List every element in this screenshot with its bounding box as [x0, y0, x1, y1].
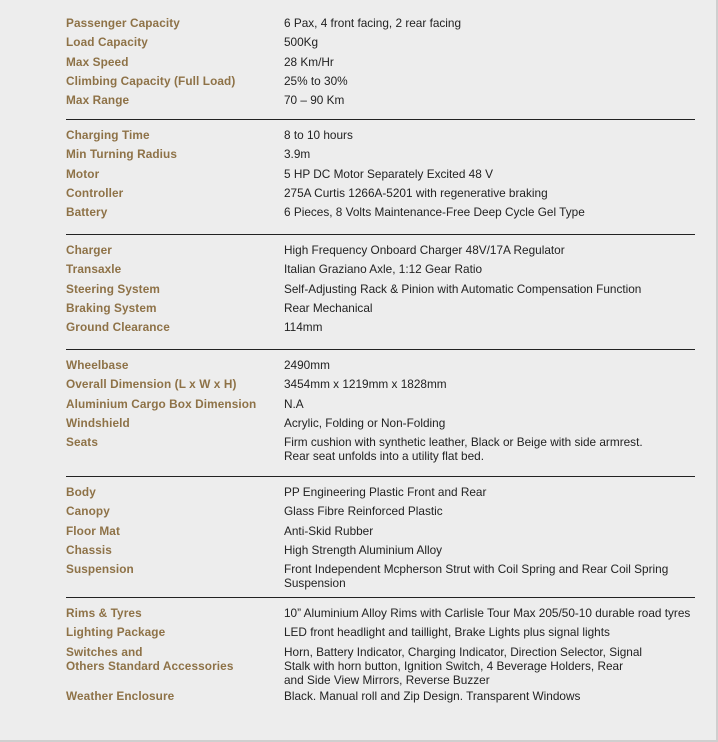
spec-value-weather-enclosure: Black. Manual roll and Zip Design. Transparent Windows [284, 688, 581, 703]
spec-group-powertrain [66, 120, 695, 235]
spec-group-body [66, 477, 695, 598]
spec-label-passenger-capacity: Passenger Capacity [66, 16, 180, 30]
spec-label-controller: Controller [66, 185, 124, 200]
spec-row [66, 433, 695, 463]
spec-table [66, 8, 695, 723]
spec-row [66, 541, 695, 560]
spec-value-climbing-capacity: 25% to 30% [284, 73, 348, 88]
spec-label-battery: Battery [66, 205, 108, 220]
spec-label-braking-system: Braking System [66, 300, 157, 315]
spec-label-windshield: Windshield [66, 415, 130, 430]
spec-row [66, 260, 695, 279]
spec-label-ground-clearance: Ground Clearance [66, 320, 170, 335]
spec-label-wheelbase: Wheelbase [66, 358, 129, 372]
spec-label-cargo-box-dimension: Aluminium Cargo Box Dimension [66, 396, 257, 411]
spec-row [66, 126, 695, 145]
spec-label-suspension: Suspension [66, 562, 134, 577]
spec-label-body: Body [66, 485, 96, 499]
spec-row [66, 280, 695, 299]
spec-value-controller: 275A Curtis 1266A-5201 with regenerative braking [284, 185, 548, 200]
spec-value-cargo-box-dimension: N.A [284, 396, 304, 411]
spec-group-accessories [66, 598, 695, 723]
spec-row [66, 91, 695, 110]
spec-row [66, 72, 695, 91]
spec-value-steering-system: Self-Adjusting Rack & Pinion with Automatic Compensation Function [284, 281, 642, 296]
spec-label-max-speed: Max Speed [66, 54, 129, 69]
spec-row [66, 560, 695, 590]
spec-label-charging-time: Charging Time [66, 128, 150, 142]
spec-value-chassis: High Strength Aluminium Alloy [284, 542, 443, 557]
spec-row [66, 687, 695, 706]
spec-label-switches-accessories: Switches and Others Standard Accessories [66, 644, 234, 673]
spec-group-performance [66, 8, 695, 120]
spec-value-load-capacity: 500Kg [284, 35, 319, 50]
spec-row [66, 395, 695, 414]
spec-label-weather-enclosure: Weather Enclosure [66, 688, 175, 703]
spec-value-windshield: Acrylic, Folding or Non-Folding [284, 415, 446, 430]
spec-row [66, 14, 695, 33]
spec-row [66, 604, 695, 623]
spec-label-canopy: Canopy [66, 504, 110, 519]
spec-value-suspension: Front Independent Mcpherson Strut with Coil Spring and Rear Coil Spring Suspension [284, 562, 669, 591]
spec-value-switches-accessories: Horn, Battery Indicator, Charging Indicator, Direction Selector, Signal Stalk with horn button, Ignition Switch, 4 Beverage Holders, Rear and Side View Mirrors, Reverse Buzzer [284, 644, 643, 687]
spec-label-chassis: Chassis [66, 542, 112, 557]
spec-row [66, 375, 695, 394]
spec-value-ground-clearance: 114mm [284, 320, 323, 335]
spec-row [66, 33, 695, 52]
spec-label-lighting-package: Lighting Package [66, 625, 166, 640]
spec-row [66, 502, 695, 521]
spec-row [66, 483, 695, 502]
spec-group-dimensions [66, 350, 695, 477]
spec-value-transaxle: Italian Graziano Axle, 1:12 Gear Ratio [284, 262, 483, 277]
spec-value-charger: High Frequency Onboard Charger 48V/17A Regulator [284, 243, 565, 257]
spec-label-overall-dimension: Overall Dimension (L x W x H) [66, 377, 237, 392]
spec-value-braking-system: Rear Mechanical [284, 300, 373, 315]
spec-row [66, 165, 695, 184]
spec-value-floor-mat: Anti-Skid Rubber [284, 523, 374, 538]
spec-value-rims-tyres: 10” Aluminium Alloy Rims with Carlisle Tour Max 205/50-10 durable road tyres [284, 606, 691, 620]
spec-value-body: PP Engineering Plastic Front and Rear [284, 485, 487, 499]
spec-label-climbing-capacity: Climbing Capacity (Full Load) [66, 73, 236, 88]
spec-label-steering-system: Steering System [66, 281, 160, 296]
spec-value-wheelbase: 2490mm [284, 358, 330, 372]
spec-row [66, 53, 695, 72]
spec-row [66, 414, 695, 433]
spec-value-max-range: 70 – 90 Km [284, 93, 345, 108]
spec-group-drivetrain [66, 235, 695, 350]
spec-value-lighting-package: LED front headlight and taillight, Brake Lights plus signal lights [284, 625, 610, 640]
spec-value-charging-time: 8 to 10 hours [284, 128, 353, 142]
spec-value-battery: 6 Pieces, 8 Volts Maintenance-Free Deep Cycle Gel Type [284, 205, 585, 220]
spec-label-floor-mat: Floor Mat [66, 523, 120, 538]
spec-label-charger: Charger [66, 243, 112, 257]
spec-value-overall-dimension: 3454mm x 1219mm x 1828mm [284, 377, 447, 392]
spec-label-transaxle: Transaxle [66, 262, 122, 277]
spec-row [66, 145, 695, 164]
spec-label-seats: Seats [66, 435, 98, 450]
spec-row [66, 643, 695, 687]
spec-label-min-turning-radius: Min Turning Radius [66, 147, 178, 162]
spec-label-motor: Motor [66, 166, 100, 181]
spec-row [66, 241, 695, 260]
spec-row [66, 623, 695, 642]
spec-row [66, 356, 695, 375]
spec-row [66, 318, 695, 337]
spec-value-passenger-capacity: 6 Pax, 4 front facing, 2 rear facing [284, 16, 462, 30]
spec-row [66, 203, 695, 222]
spec-value-min-turning-radius: 3.9m [284, 147, 311, 162]
spec-value-canopy: Glass Fibre Reinforced Plastic [284, 504, 443, 519]
spec-row [66, 522, 695, 541]
spec-value-seats: Firm cushion with synthetic leather, Black or Beige with side armrest. Rear seat unfolds into a utility flat bed. [284, 435, 643, 464]
spec-label-max-range: Max Range [66, 93, 130, 108]
spec-value-motor: 5 HP DC Motor Separately Excited 48 V [284, 166, 493, 181]
spec-value-max-speed: 28 Km/Hr [284, 54, 334, 69]
spec-label-rims-tyres: Rims & Tyres [66, 606, 142, 620]
spec-row [66, 299, 695, 318]
spec-label-load-capacity: Load Capacity [66, 35, 148, 50]
spec-row [66, 184, 695, 203]
